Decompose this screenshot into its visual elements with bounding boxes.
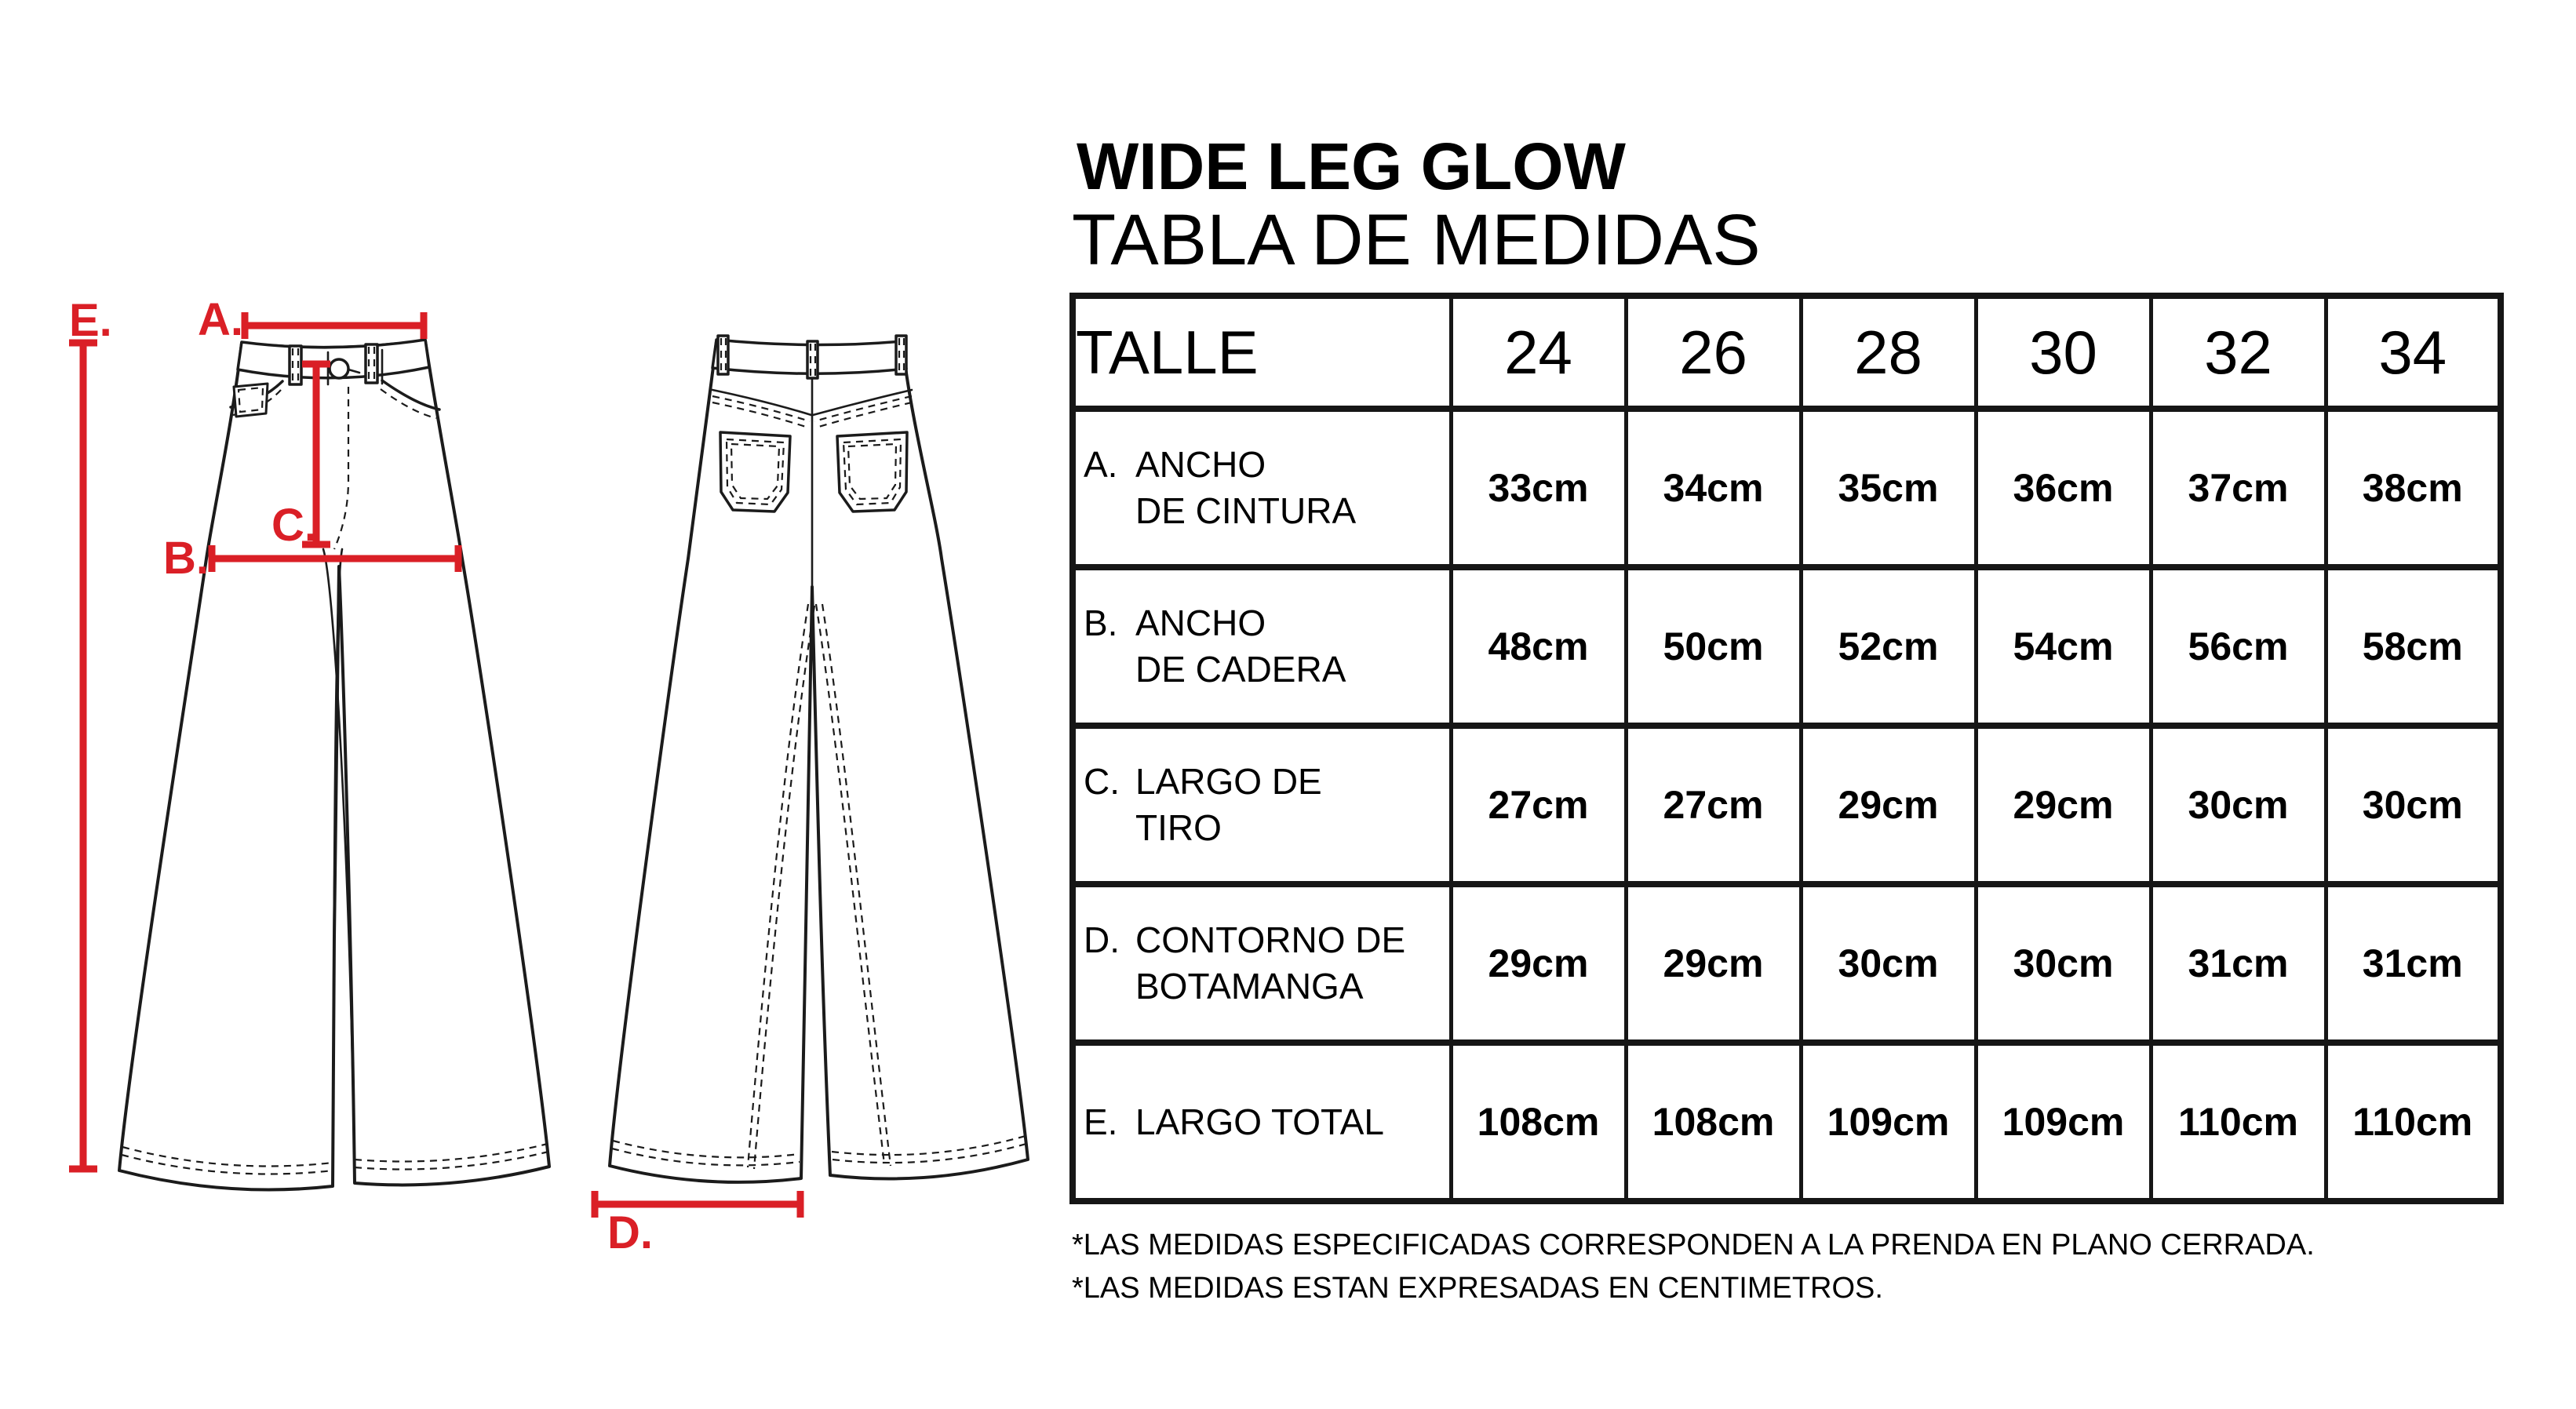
footnote-centimeters: *LAS MEDIDAS ESTAN EXPRESADAS EN CENTIMETROS. — [1072, 1272, 1883, 1305]
page-subtitle: TABLA DE MEDIDAS — [1072, 200, 1761, 280]
row-label: A. ANCHO DE CINTURA — [1084, 444, 1357, 531]
size-col-34: 34 — [2326, 296, 2501, 409]
measure-label-c: C. — [271, 500, 317, 551]
table-row-contorno-botamanga — [1073, 884, 2501, 1043]
value-cell: 29cm — [1451, 884, 1626, 1043]
row-label: C. LARGO DE TIRO — [1084, 761, 1322, 848]
measure-line-e — [69, 343, 97, 1169]
table-row-largo-tiro — [1073, 726, 2501, 884]
value-cell: 58cm — [2326, 567, 2501, 726]
value-cell: 36cm — [1976, 409, 2151, 567]
value-cell: 50cm — [1626, 567, 1801, 726]
measure-label-d: D. — [607, 1207, 653, 1258]
value-cell: 30cm — [1976, 884, 2151, 1043]
value-cell: 37cm — [2151, 409, 2326, 567]
table-row-ancho-cadera — [1073, 567, 2501, 726]
value-cell: 108cm — [1451, 1043, 1626, 1201]
row-label: D. CONTORNO DE BOTAMANGA — [1084, 919, 1406, 1007]
value-cell: 108cm — [1626, 1043, 1801, 1201]
measure-label-e: E. — [69, 295, 112, 346]
size-col-24: 24 — [1451, 296, 1626, 409]
pants-measurement-diagram — [0, 0, 1067, 1409]
size-table — [1069, 293, 2504, 1204]
size-col-30: 30 — [1976, 296, 2151, 409]
measure-label-a: A. — [198, 294, 243, 345]
measure-label-b: B. — [163, 533, 209, 584]
value-cell: 109cm — [1976, 1043, 2151, 1201]
value-cell: 27cm — [1626, 726, 1801, 884]
table-row-ancho-cintura — [1073, 409, 2501, 567]
footnote-measurements-flat: *LAS MEDIDAS ESPECIFICADAS CORRESPONDEN A LA PRENDA EN PLANO CERRADA. — [1072, 1229, 2315, 1262]
value-cell: 30cm — [2326, 726, 2501, 884]
talle-header-cell: TALLE — [1073, 296, 1451, 409]
value-cell: 56cm — [2151, 567, 2326, 726]
pants-front-drawing — [119, 340, 549, 1190]
measure-line-a — [245, 312, 424, 339]
value-cell: 29cm — [1976, 726, 2151, 884]
value-cell: 34cm — [1626, 409, 1801, 567]
value-cell: 109cm — [1801, 1043, 1976, 1201]
page-title: WIDE LEG GLOW — [1077, 129, 1626, 203]
pants-back-drawing — [610, 336, 1028, 1182]
value-cell: 54cm — [1976, 567, 2151, 726]
size-col-28: 28 — [1801, 296, 1976, 409]
value-cell: 29cm — [1626, 884, 1801, 1043]
value-cell: 30cm — [2151, 726, 2326, 884]
row-label: E. LARGO TOTAL — [1084, 1101, 1384, 1142]
table-header-row — [1073, 296, 2501, 409]
value-cell: 30cm — [1801, 884, 1976, 1043]
value-cell: 31cm — [2151, 884, 2326, 1043]
size-col-32: 32 — [2151, 296, 2326, 409]
value-cell: 33cm — [1451, 409, 1626, 567]
table-row-largo-total — [1073, 1043, 2501, 1201]
value-cell: 110cm — [2352, 1100, 2473, 1144]
value-cell: 31cm — [2326, 884, 2501, 1043]
size-col-26: 26 — [1626, 296, 1801, 409]
value-cell: 27cm — [1451, 726, 1626, 884]
value-cell: 38cm — [2326, 409, 2501, 567]
value-cell: 29cm — [1801, 726, 1976, 884]
value-cell: 52cm — [1801, 567, 1976, 726]
value-cell: 48cm — [1451, 567, 1626, 726]
row-label: B. ANCHO DE CADERA — [1084, 603, 1346, 690]
value-cell: 110cm — [2151, 1043, 2326, 1201]
value-cell: 35cm — [1801, 409, 1976, 567]
